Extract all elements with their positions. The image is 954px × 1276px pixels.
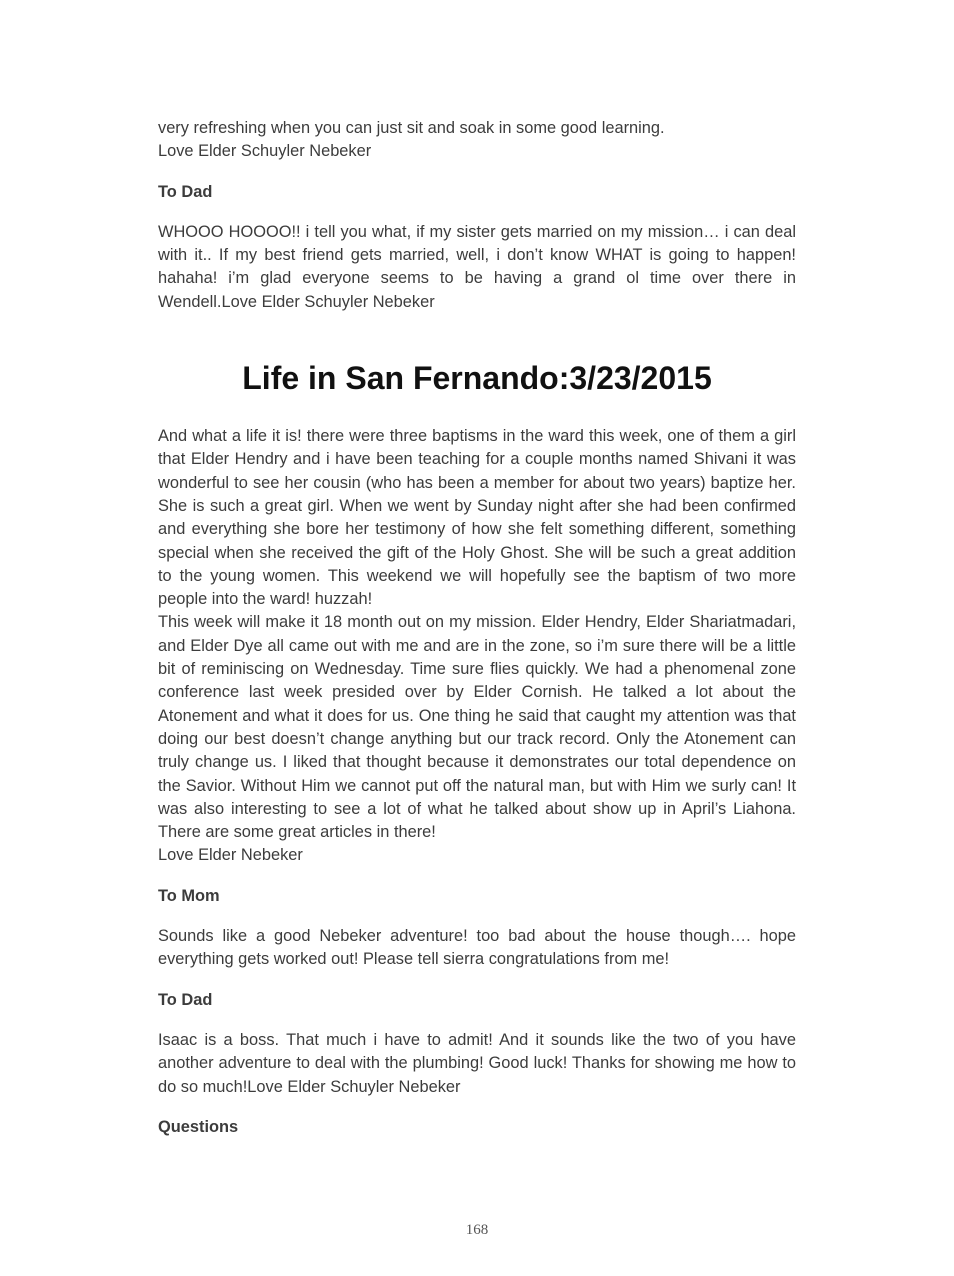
spacer xyxy=(158,868,796,885)
post-title: Life in San Fernando:3/23/2015 xyxy=(242,360,712,397)
page-content xyxy=(158,117,796,1139)
to-mom-body: Sounds like a good Nebeker adventure! too bad about the house though…. hope everything gets worked out! Please tell sierra congratulations from me! xyxy=(158,927,796,969)
spacer xyxy=(158,1012,796,1029)
post-paragraph-2: This week will make it 18 month out on my mission. Elder Hendry, Elder Shariatmadari, and Elder Dye all came out with me and are in the zone, so i’m sure there will be a little bit of reminiscing on Wednesday. Time sure flies quickly. We had a phenomenal zone conference last week presided over by Elder Cornish. He talked a lot about the Atonement and what it does for us. One thing he said that caught my attention was that doing our best doesn’t change anything but our track record. Only the Atonement can truly change us. I liked that thought because it demonstrates our total dependence on the Savior. Without Him we cannot put off the natural man, but with Him we surly can! It was also interesting to see a lot of what he talked about show up in April’s Liahona. There are some great articles in there! xyxy=(158,613,796,842)
post-paragraph-1: And what a life it is! there were three baptisms in the ward this week, one of them a girl that Elder Hendry and i have been teaching for a couple months named Shivani it was wonderful to see her cousin (who has been a member for about two years) baptize her. She is such a great girl. When we went by Sunday night after she had been confirmed and everything she bore her testimony of how she felt something different, something special when she received the gift of the Holy Ghost. She will be such a great addition to the young women. This weekend we will hopefully see the baptism of two more people into the ward! huzzah! xyxy=(158,427,796,609)
to-dad-heading: To Dad xyxy=(158,182,213,201)
to-mom-heading: To Mom xyxy=(158,886,220,905)
spacer xyxy=(158,314,796,358)
page-number: 168 xyxy=(465,1222,489,1238)
intro-text: very refreshing when you can just sit and soak in some good learning. xyxy=(158,119,665,137)
post-signoff: Love Elder Nebeker xyxy=(158,846,303,865)
spacer xyxy=(158,972,796,989)
spacer xyxy=(158,1099,796,1116)
spacer xyxy=(158,398,796,425)
questions-heading: Questions xyxy=(158,1117,239,1136)
to-dad-2-body: Isaac is a boss. That much i have to admit! And it sounds like the two of you have another adventure to deal with the plumbing! Good luck! Thanks for showing me how to do so much!Love Elder Schuyler Nebeker xyxy=(158,1030,796,1096)
spacer xyxy=(158,908,796,925)
spacer xyxy=(158,204,796,221)
to-dad-2-heading: To Dad xyxy=(158,990,213,1009)
spacer xyxy=(158,164,796,181)
to-dad-body: WHOOO HOOOO!! i tell you what, if my sister gets married on my mission… i can deal with it.. If my best friend gets married, well, i don’t know WHAT is going to happen! hahaha! i’m glad everyone seems to be having a grand ol time over there in Wendell.Love Elder Schuyler Nebeker xyxy=(158,222,796,311)
intro-signoff: Love Elder Schuyler Nebeker xyxy=(158,142,372,161)
